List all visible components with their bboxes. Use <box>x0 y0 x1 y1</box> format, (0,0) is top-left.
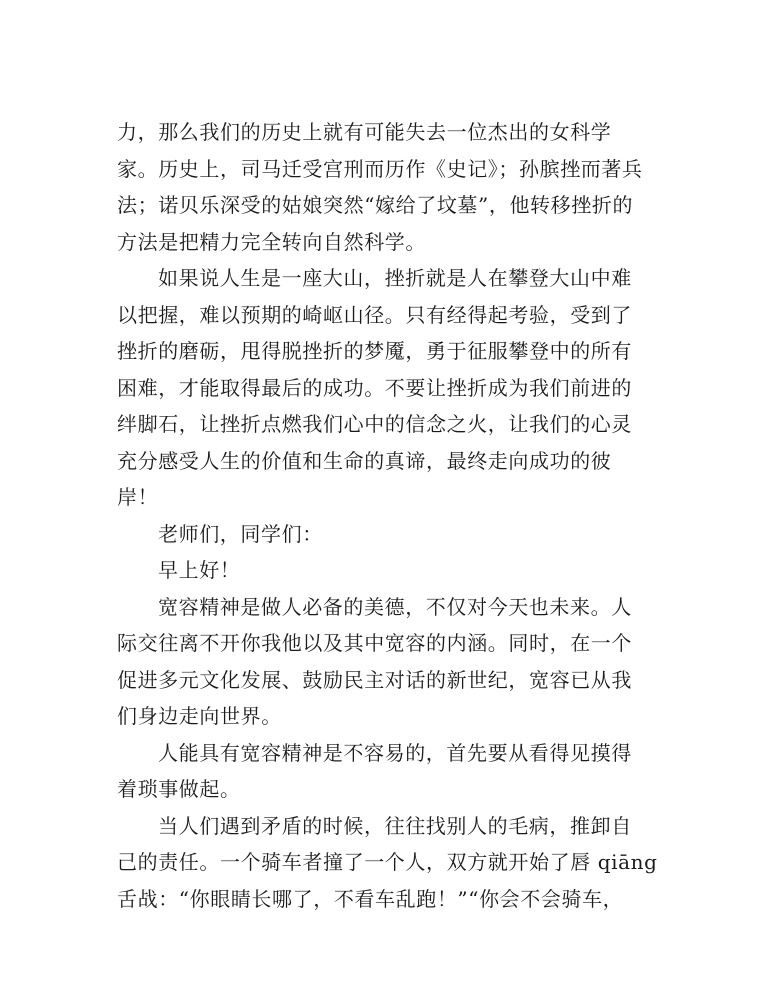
text-line-7: 挫折的磨砺，甩得脱挫折的梦魇，勇于征服攀登中的所有 <box>117 339 632 363</box>
text-line-9: 绊脚石，让挫折点燃我们心中的信念之火，让我们的心灵 <box>117 412 632 436</box>
text-line-13: 早上好！ <box>158 558 241 582</box>
text-line-2: 家。历史上，司马迁受宫刑而历作《史记》；孙膑挫而著兵 <box>117 156 643 181</box>
text-line-16: 促进多元文化发展、鼓励民主对话的新世纪，宽容已从我 <box>117 667 632 692</box>
text-line-21: 己的责任。一个骑车者撞了一个人，双方就开始了唇 qiāng <box>117 850 658 874</box>
text-line-22: 舌战：“你眼睛长哪了，不看车乱跑！”“你会不会骑车， <box>117 886 624 911</box>
document-body <box>117 114 657 917</box>
text-line-5: 如果说人生是一座大山，挫折就是人在攀登大山中难 <box>158 266 632 290</box>
text-line-8: 困难，才能取得最后的成功。不要让挫折成为我们前进的 <box>117 375 632 400</box>
text-line-11: 岸！ <box>117 485 159 509</box>
text-line-19: 着琐事做起。 <box>117 777 241 801</box>
text-line-20: 当人们遇到矛盾的时候，往往找别人的毛病，推卸自 <box>158 813 632 838</box>
text-line-10: 充分感受人生的价值和生命的真谛，最终走向成功的彼 <box>117 448 612 473</box>
text-line-4: 方法是把精力完全转向自然科学。 <box>117 229 426 254</box>
text-line-14: 宽容精神是做人必备的美德，不仅对今天也未来。人 <box>158 594 632 619</box>
text-line-6: 以把握，难以预期的崎岖山径。只有经得起考验，受到了 <box>117 302 632 327</box>
text-line-15: 际交往离不开你我他以及其中宽容的内涵。同时，在一个 <box>117 631 632 655</box>
text-line-17: 们身边走向世界。 <box>117 704 282 728</box>
text-line-12: 老师们，同学们： <box>158 521 323 546</box>
text-line-1: 力，那么我们的历史上就有可能失去一位杰出的女科学 <box>117 120 612 144</box>
text-line-18: 人能具有宽容精神是不容易的，首先要从看得见摸得 <box>158 740 632 765</box>
text-line-3: 法；诺贝乐深受的姑娘突然“嫁给了坟墓”，他转移挫折的 <box>117 193 634 217</box>
